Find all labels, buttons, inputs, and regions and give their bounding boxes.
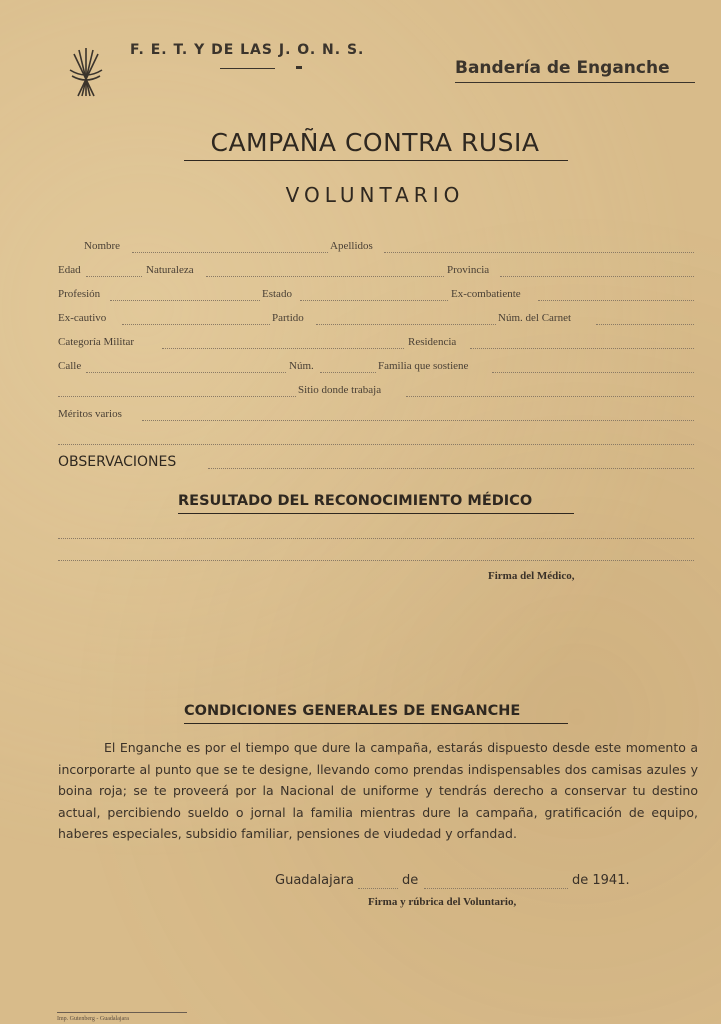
field-partido[interactable] (316, 324, 496, 325)
observaciones-label: OBSERVACIONES (58, 454, 177, 470)
medical-heading: RESULTADO DEL RECONOCIMIENTO MÉDICO (178, 493, 533, 509)
label-num: Núm. (289, 360, 314, 372)
medical-heading-underline (178, 513, 574, 514)
volunteer-signature-label: Firma y rúbrica del Voluntario, (368, 896, 517, 908)
printer-rule (57, 1012, 187, 1013)
label-naturaleza: Naturaleza (146, 264, 194, 276)
field-familia[interactable] (492, 372, 694, 373)
label-sitio-trabajo: Sitio donde trabaja (298, 384, 382, 396)
field-meritos[interactable] (142, 420, 694, 421)
conditions-heading: CONDICIONES GENERALES DE ENGANCHE (184, 703, 521, 719)
field-apellidos[interactable] (384, 252, 694, 253)
field-residencia[interactable] (470, 348, 694, 349)
label-apellidos: Apellidos (330, 240, 373, 252)
printer-imprint: Imp. Gutenberg - Guadalajara (57, 1016, 129, 1022)
header-divider (220, 68, 275, 69)
closing-place: Guadalajara (275, 873, 354, 888)
field-sitio-trabajo-lead[interactable] (58, 396, 296, 397)
label-num-carnet: Núm. del Carnet (498, 312, 572, 324)
conditions-text: El Enganche es por el tiempo que dure la campaña, estarás dispuesto desde este momento a incorporarte al punto que se te designe, llevando como prendas indispensables dos camisas azules y boina roja; se te proveerá por la Nacional de uniforme y tendrás derecho a conservar tu destino actual, percibiendo sueldo o jornal la familia mientras dure la campaña, gratificación de equipo, haberes especiales, subsidio familiar, pensiones de viudedad y orfandad. (58, 740, 698, 841)
closing-de: de (402, 873, 419, 888)
label-ex-cautivo: Ex-cautivo (58, 312, 107, 324)
label-edad: Edad (58, 264, 81, 276)
label-profesion: Profesión (58, 288, 101, 300)
header-dash (296, 66, 302, 69)
label-provincia: Provincia (447, 264, 490, 276)
field-ex-combatiente[interactable] (538, 300, 694, 301)
field-calle[interactable] (86, 372, 286, 373)
field-observaciones[interactable] (208, 468, 694, 469)
closing-year: de 1941. (572, 873, 630, 888)
label-nombre: Nombre (84, 240, 121, 252)
field-edad[interactable] (86, 276, 142, 277)
yoke-and-arrows-emblem-icon (66, 44, 106, 100)
field-medical-line2[interactable] (58, 560, 694, 561)
page-subtitle: VOLUNTARIO (285, 183, 465, 207)
office-underline (455, 82, 695, 83)
label-partido: Partido (272, 312, 304, 324)
field-num[interactable] (320, 372, 376, 373)
field-provincia[interactable] (500, 276, 694, 277)
conditions-heading-underline (184, 723, 568, 724)
field-profesion[interactable] (110, 300, 260, 301)
field-naturaleza[interactable] (206, 276, 444, 277)
field-day[interactable] (358, 888, 398, 889)
field-num-carnet[interactable] (596, 324, 694, 325)
field-nombre[interactable] (132, 252, 328, 253)
field-medical-line1[interactable] (58, 538, 694, 539)
label-estado: Estado (262, 288, 292, 300)
field-meritos-line2[interactable] (58, 444, 694, 445)
field-ex-cautivo[interactable] (122, 324, 270, 325)
field-categoria-militar[interactable] (162, 348, 404, 349)
organization-name: F. E. T. Y DE LAS J. O. N. S. (130, 42, 365, 58)
label-categoria-militar: Categoría Militar (58, 336, 135, 348)
label-ex-combatiente: Ex-combatiente (451, 288, 521, 300)
label-familia: Familia que sostiene (378, 360, 469, 372)
label-residencia: Residencia (408, 336, 457, 348)
label-meritos: Méritos varios (58, 408, 122, 420)
office-name: Bandería de Enganche (455, 58, 670, 78)
label-calle: Calle (58, 360, 82, 372)
field-sitio-trabajo[interactable] (406, 396, 694, 397)
field-estado[interactable] (300, 300, 448, 301)
page-title: CAMPAÑA CONTRA RUSIA (210, 128, 540, 157)
medical-signature-label: Firma del Médico, (488, 570, 575, 582)
field-month[interactable] (424, 888, 568, 889)
title-underline (184, 160, 568, 161)
